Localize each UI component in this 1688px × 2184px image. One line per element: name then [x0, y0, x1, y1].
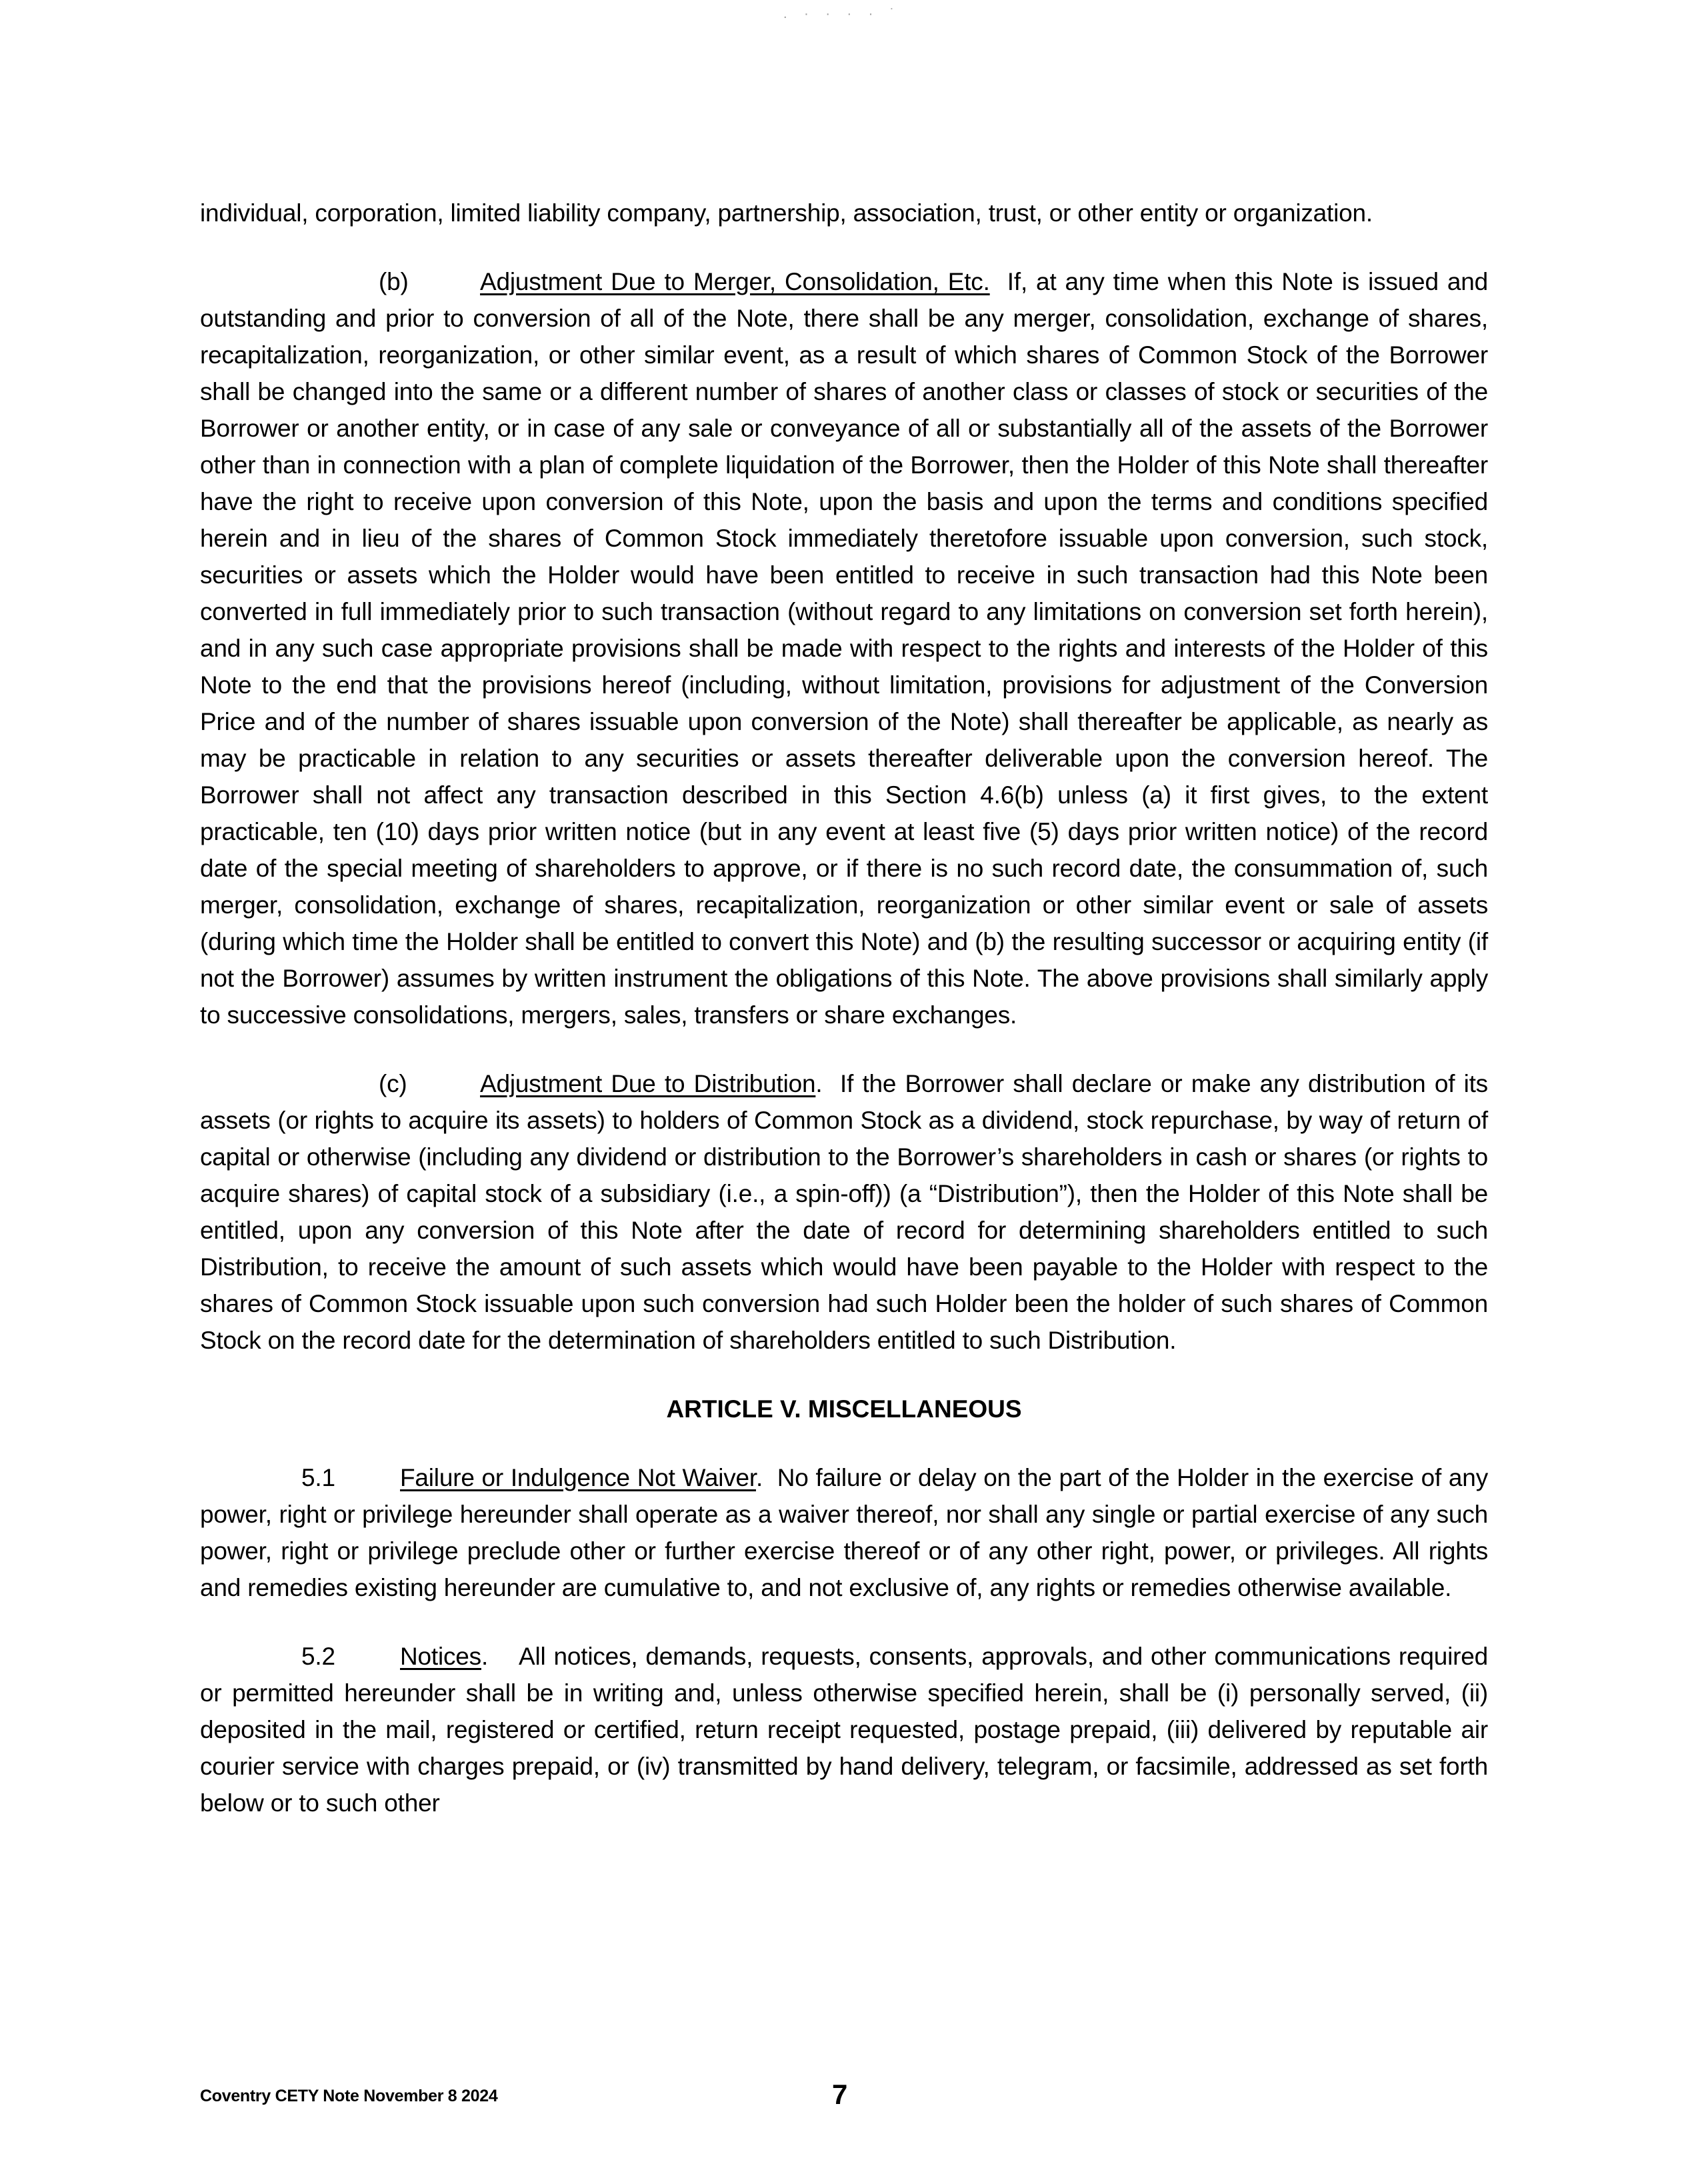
section-5-2-paragraph: 5.2 Notices. All notices, demands, requests, consents, approvals, and other communications required or permitted hereunder shall be in writing and, unless otherwise specified herein, shall be (i) personally served, (ii) deposited in the mail, registered or certified, return receipt requested, postage prepaid, (iii) delivered by reputable air courier service with charges prepaid, or (iv) transmitted by hand delivery, telegram, or facsimile, addressed as set forth below or to such other [200, 1638, 1488, 1821]
footer-document-name: Coventry CETY Note November 8 2024 [200, 2087, 498, 2105]
article-title: ARTICLE V. MISCELLANEOUS [666, 1395, 1022, 1423]
section-5-2-label: 5.2 [301, 1643, 335, 1670]
section-c-heading: Adjustment Due to Distribution [480, 1070, 816, 1097]
section-c-label: (c) [379, 1070, 407, 1097]
footer-page-number: 7 [832, 2079, 848, 2110]
section-b-heading: Adjustment Due to Merger, Consolidation, Etc. [480, 268, 990, 295]
section-5-1-heading: Failure or Indulgence Not Waiver [400, 1464, 756, 1491]
section-b-paragraph [200, 263, 1488, 1033]
document-page [200, 195, 1488, 1821]
section-5-2-heading: Notices [400, 1643, 481, 1670]
section-c-body: If the Borrower shall declare or make any distribution of its assets (or rights to acquire its assets) to holders of Common Stock as a dividend, stock repurchase, by way of return of capital or otherwise (including any dividend or distribution to the Borrower’s shareholders in cash or shares (or rights to acquire shares) of capital stock of a subsidiary (i.e., a spin-off)) (a “Distribution”), then the Holder of this Note shall be entitled, upon any conversion of this Note after the date of record for determining shareholders entitled to such Distribution, to receive the amount of such assets which would have been payable to the Holder with respect to the shares of Common Stock issuable upon such conversion had such Holder been the holder of such shares of Common Stock on the record date for the determination of shareholders entitled to such Distribution. [200, 1070, 1488, 1354]
scan-artifact: . · · · · ˙ [783, 7, 901, 21]
section-5-2-body: All notices, demands, requests, consents, approvals, and other communications required or permitted hereunder shall be in writing and, unless otherwise specified herein, shall be (i) personally served, (ii) deposited in the mail, registered or certified, return receipt requested, postage prepaid, (iii) delivered by reputable air courier service with charges prepaid, or (iv) transmitted by hand delivery, telegram, or facsimile, addressed as set forth below or to such other [200, 1643, 1489, 1817]
section-5-1-body: No failure or delay on the part of the Holder in the exercise of any power, right or privilege hereunder shall operate as a waiver thereof, nor shall any single or partial exercise of any such power, right or privilege preclude other or further exercise thereof or of any other right, power, or privileges. All rights and remedies existing hereunder are cumulative to, and not exclusive of, any rights or remedies otherwise available. [200, 1464, 1488, 1601]
section-b-body: If, at any time when this Note is issued and outstanding and prior to conversion of all of the Note, there shall be any merger, consolidation, exchange of shares, recapitalization, reorganization, or other similar event, as a result of which shares of Common Stock of the Borrower shall be changed into the same or a different number of shares of another class or classes of stock or securities of the Borrower or another entity, or in case of any sale or conveyance of all or substantially all of the assets of the Borrower other than in connection with a plan of complete liquidation of the Borrower, then the Holder of this Note shall thereafter have the right to receive upon conversion of this Note, upon the basis and upon the terms and conditions specified herein and in lieu of the shares of Common Stock immediately theretofore issuable upon conversion, such stock, securities or assets which the Holder would have been entitled to receive in such transaction had this Note been converted in full immediately prior to such transaction (without regard to any limitations on conversion set forth herein), and in any such case appropriate provisions shall be made with respect to the rights and interests of the Holder of this Note to the end that the provisions hereof (including, without limitation, provisions for adjustment of the Conversion Price and of the number of shares issuable upon conversion of the Note) shall thereafter be applicable, as nearly as may be practicable in relation to any securities or assets thereafter deliverable upon the conversion hereof. The Borrower shall not affect any transaction described in this Section 4.6(b) unless (a) it first gives, to the extent practicable, ten (10) days prior written notice (but in any event at least five (5) days prior written notice) of the record date of the special meeting of shareholders to approve, or if there is no such record date, the consummation of, such merger, consolidation, exchange of shares, recapitalization, reorganization or other similar event or sale of assets (during which time the Holder shall be entitled to convert this Note) and (b) the resulting successor or acquiring entity (if not the Borrower) assumes by written instrument the obligations of this Note. The above provisions shall similarly apply to successive consolidations, mergers, sales, transfers or share exchanges. [200, 268, 1488, 1029]
section-5-1-paragraph: 5.1 Failure or Indulgence Not Waiver. No failure or delay on the part of the Holder in the exercise of any power, right or privilege hereunder shall operate as a waiver thereof, nor shall any single or partial exercise of any such power, right or privilege preclude other or further exercise thereof or of any other right, power, or privileges. All rights and remedies existing hereunder are cumulative to, and not exclusive of, any rights or remedies otherwise available. [200, 1459, 1488, 1606]
continuation-paragraph: individual, corporation, limited liability company, partnership, association, trust, or other entity or organization. [200, 199, 1373, 227]
section-5-1-label: 5.1 [301, 1464, 335, 1491]
section-b-label: (b) [379, 268, 409, 295]
section-c-paragraph: (c) Adjustment Due to Distribution. If the Borrower shall declare or make any distribution of its assets (or rights to acquire its assets) to holders of Common Stock as a dividend, stock repurchase, by way of return of capital or otherwise (including any dividend or distribution to the Borrower’s shareholders in cash or shares (or rights to acquire shares) of capital stock of a subsidiary (i.e., a spin-off)) (a “Distribution”), then the Holder of this Note shall be entitled, upon any conversion of this Note after the date of record for determining shareholders entitled to such Distribution, to receive the amount of such assets which would have been payable to the Holder with respect to the shares of Common Stock issuable upon such conversion had such Holder been the holder of such shares of Common Stock on the record date for the determination of shareholders entitled to such Distribution. [200, 1065, 1488, 1359]
